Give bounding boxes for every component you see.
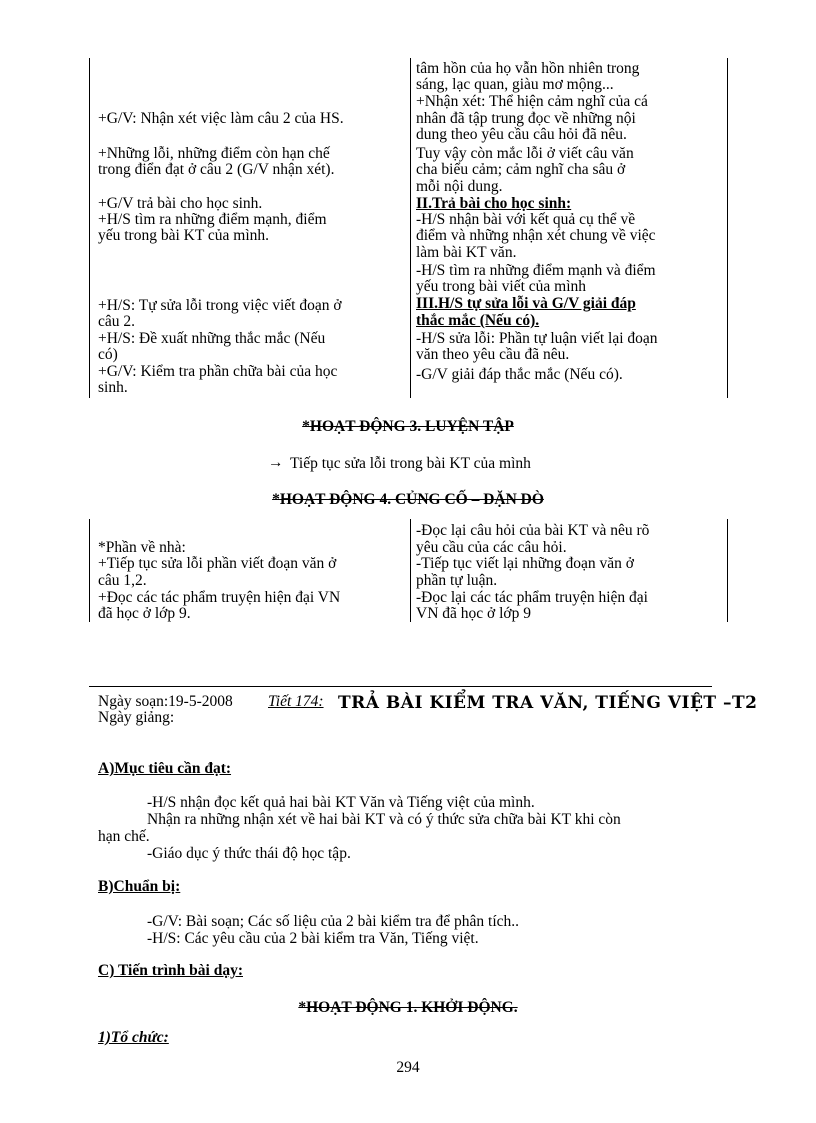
table1-right-line: tâm hồn của họ vẫn hồn nhiên trong: [416, 60, 640, 77]
table2-left-line: +Tiếp tục sửa lỗi phần viết đoạn văn ở: [98, 555, 337, 572]
table1-left-line: câu 2.: [98, 313, 136, 330]
section-a-line: Nhận ra những nhận xét về hai bài KT và có ý thức sửa chữa bài KT khi còn: [147, 811, 621, 828]
table2-right-line: -Tiếp tục viết lại những đoạn văn ở: [416, 555, 634, 572]
table2-left-line: câu 1,2.: [98, 572, 147, 589]
section-b-line: -H/S: Các yêu cầu của 2 bài kiểm tra Văn, Tiếng việt.: [147, 930, 479, 947]
arrow-icon: →: [268, 454, 284, 471]
section-heading: II.Trả bài cho học sinh:: [416, 195, 572, 212]
section-heading: III.H/S tự sửa lỗi và G/V giải đáp: [416, 295, 636, 312]
table2-right-line: phần tự luận.: [416, 572, 498, 589]
table1-left-line: sinh.: [98, 379, 128, 396]
table1-right-line: -H/S nhận bài với kết quả cụ thể về: [416, 211, 636, 228]
table1-left-line: +G/V: Kiểm tra phần chữa bài của học: [98, 363, 338, 380]
table2-right-line: VN đã học ở lớp 9: [416, 605, 531, 622]
table2-left-line: đã học ở lớp 9.: [98, 605, 191, 622]
table1-right-line: yếu trong bài viết của mình: [416, 278, 587, 295]
table2-right-line: -Đọc lại các tác phẩm truyện hiện đại: [416, 589, 648, 606]
table1-right-line: điểm và những nhận xét chung về việc: [416, 227, 656, 244]
table1-right-line: -G/V giải đáp thắc mắc (Nếu có).: [416, 366, 623, 383]
section-heading: thắc mắc (Nếu có).: [416, 312, 540, 329]
table2-left-line: *Phần về nhà:: [98, 539, 186, 556]
activity1-heading: *HOẠT ĐỘNG 1. KHỞI ĐỘNG.: [298, 999, 518, 1016]
table1-left-line: +H/S tìm ra những điểm mạnh, điểm: [98, 211, 327, 228]
table1-right-line: -H/S tìm ra những điểm mạnh và điểm: [416, 262, 656, 279]
table2-left-line: +Đọc các tác phẩm truyện hiện đại VN: [98, 589, 341, 606]
section-a-heading: A)Mục tiêu cần đạt:: [98, 760, 232, 777]
section-b-line: -G/V: Bài soạn; Các số liệu của 2 bài kiểm tra để phân tích..: [147, 913, 520, 930]
prepare-date: Ngày soạn:19-5-2008: [98, 693, 233, 710]
subsection-heading: 1)Tổ chức:: [98, 1029, 169, 1046]
page-number: 294: [396, 1059, 420, 1076]
lesson-title: TRẢ BÀI KIỂM TRA VĂN, TIẾNG VIỆT –T2: [338, 693, 758, 713]
section-divider: [89, 686, 712, 687]
table2-left-border: [89, 519, 90, 622]
table1-right-line: Tuy vậy còn mắc lỗi ở viết câu văn: [416, 145, 634, 162]
period-label: Tiết 174:: [268, 693, 324, 710]
table1-left-line: +G/V trả bài cho học sinh.: [98, 195, 263, 212]
table1-left-line: +H/S: Đề xuất những thắc mắc (Nếu: [98, 330, 326, 347]
section-a-line: -Giáo dục ý thức thái độ học tập.: [147, 845, 351, 862]
activity4-heading: *HOẠT ĐỘNG 4. CỦNG CỐ – DẶN DÒ: [272, 491, 544, 508]
table1-left-line: yếu trong bài KT của mình.: [98, 227, 270, 244]
teach-date: Ngày giảng:: [98, 709, 175, 726]
activity3-text: Tiếp tục sửa lỗi trong bài KT của mình: [290, 455, 531, 472]
table2-middle-border: [410, 519, 411, 622]
table1-left-line: trong điển đạt ở câu 2 (G/V nhận xét).: [98, 161, 335, 178]
table1-middle-border: [410, 58, 411, 398]
table1-left-line: +H/S: Tự sửa lỗi trong việc viết đoạn ở: [98, 297, 342, 314]
table2-right-border: [727, 519, 728, 622]
table1-right-line: +Nhận xét: Thể hiện cảm nghĩ của cá: [416, 93, 648, 110]
table1-right-line: sáng, lạc quan, giàu mơ mộng...: [416, 76, 614, 93]
table2-right-line: yêu cầu của các câu hỏi.: [416, 539, 567, 556]
table1-right-line: làm bài KT văn.: [416, 244, 517, 261]
table1-left-line: +G/V: Nhận xét việc làm câu 2 của HS.: [98, 110, 344, 127]
table1-left-line: +Những lỗi, những điểm còn hạn chế: [98, 145, 330, 162]
table1-left-border: [89, 58, 90, 398]
table2-right-line: -Đọc lại câu hỏi của bài KT và nêu rõ: [416, 522, 650, 539]
section-a-line: hạn chế.: [98, 828, 150, 845]
table1-left-line: có): [98, 346, 118, 363]
table1-right-line: -H/S sửa lỗi: Phần tự luận viết lại đoạn: [416, 330, 658, 347]
table1-right-line: văn theo yêu cầu đã nêu.: [416, 346, 570, 363]
table1-right-border: [727, 58, 728, 398]
section-b-heading: B)Chuẩn bị:: [98, 878, 181, 895]
table1-right-line: cha biểu cảm; cảm nghĩ cha sâu ở: [416, 161, 626, 178]
table1-right-line: mỗi nội dung.: [416, 178, 503, 195]
table1-right-line: dung theo yêu cầu câu hỏi đã nêu.: [416, 126, 627, 143]
table1-right-line: nhân đã tập trung đọc về những nội: [416, 110, 636, 127]
activity3-heading: *HOẠT ĐỘNG 3. LUYỆN TẬP: [302, 418, 514, 435]
section-a-line: -H/S nhận đọc kết quả hai bài KT Văn và Tiếng việt của mình.: [147, 794, 535, 811]
section-c-heading: C) Tiến trình bài dạy:: [98, 962, 243, 979]
